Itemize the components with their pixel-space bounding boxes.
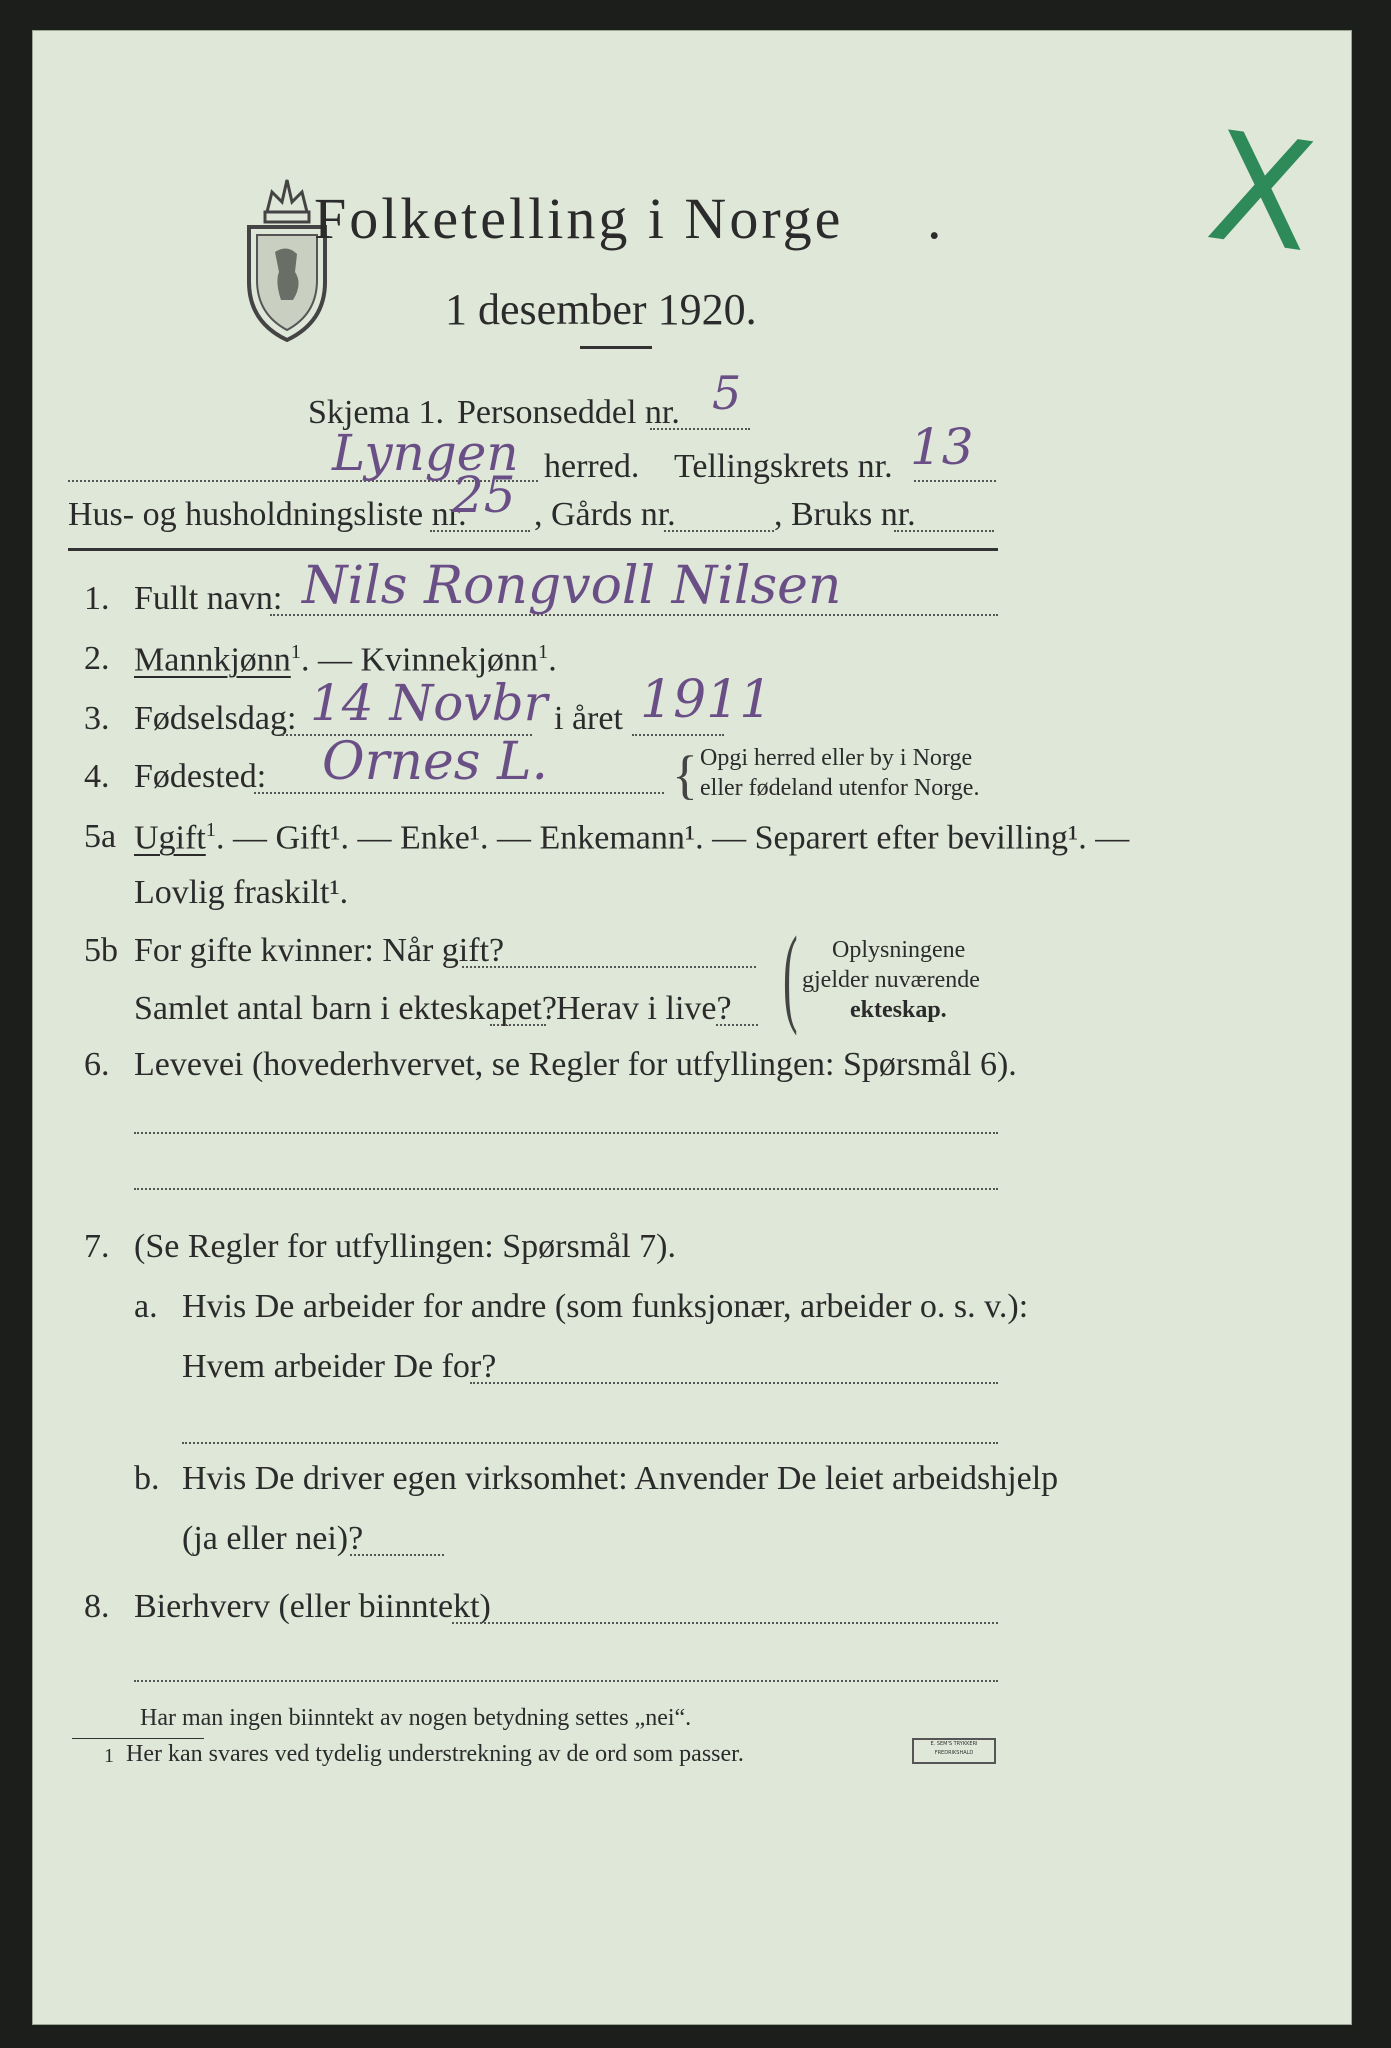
- q5b-note-1: Oplysningene: [832, 937, 966, 963]
- title-dot: .: [927, 186, 942, 251]
- q5b-note-3: ekteskap.: [850, 997, 947, 1023]
- q1-number: 1.: [84, 580, 110, 617]
- personseddel-line: [650, 428, 750, 430]
- q2-male-option: Mannkjønn: [134, 641, 291, 679]
- q7b-text: Hvis De driver egen virksomhet: Anvender De leiet arbeidshjelp: [182, 1460, 1059, 1497]
- q3-year-line: [632, 734, 724, 736]
- census-form: [32, 30, 1352, 2025]
- q7b-question: (ja eller nei)?: [182, 1520, 364, 1557]
- q7a-question: Hvem arbeider De for?: [182, 1348, 497, 1385]
- footnote-text: Her kan svares ved tydelig understrekning av de ord som passer.: [126, 1741, 744, 1767]
- q5b-line-2: Samlet antal barn i ekteskapet?: [134, 990, 557, 1027]
- corner-x-mark: X: [1198, 99, 1325, 287]
- q5b-note-2: gjelder nuværende: [802, 967, 980, 993]
- form-title: Folketelling i Norge: [314, 186, 844, 251]
- q5b-married-line: [462, 966, 756, 968]
- q8-label: Bierhverv (eller biinntekt): [134, 1588, 491, 1625]
- q3-number: 3.: [84, 700, 110, 737]
- schema-label: Skjema 1.: [308, 394, 444, 431]
- personseddel-value: 5: [712, 366, 742, 420]
- q7b-line: [350, 1554, 444, 1556]
- q3-year-value: 1911: [640, 670, 773, 730]
- q7a-line-1: [470, 1382, 998, 1384]
- herred-value: Lyngen: [332, 424, 519, 482]
- q7a-text: Hvis De arbeider for andre (som funksjonær, arbeider o. s. v.):: [182, 1288, 1029, 1325]
- q7b-letter: b.: [134, 1460, 160, 1497]
- income-note: Har man ingen biinntekt av nogen betydning settes „nei“.: [140, 1705, 692, 1731]
- q4-value: Ornes L.: [322, 732, 549, 792]
- husliste-line: [430, 530, 530, 532]
- q7-number: 7.: [84, 1228, 110, 1265]
- q4-note-1: Opgi herred eller by i Norge: [700, 745, 973, 771]
- q4-label: Fødested:: [134, 758, 267, 795]
- tellingskrets-label: Tellingskrets nr.: [674, 448, 893, 485]
- q5a-line-2: Lovlig fraskilt¹.: [134, 874, 349, 911]
- gards-label: , Gårds nr.: [534, 496, 676, 533]
- q6-line-1: [134, 1132, 998, 1134]
- gards-line: [664, 530, 774, 532]
- husliste-value: 25: [452, 466, 516, 524]
- q4-line: [254, 792, 664, 794]
- q4-note-2: eller fødeland utenfor Norge.: [700, 775, 980, 801]
- q5a-text: Ugift$^1$. — Gift¹. — Enke¹. — Enkemann¹. — Separert efter bevilling¹. —: [134, 819, 1130, 857]
- header-divider: [68, 548, 998, 551]
- q4-brace: {: [672, 745, 698, 805]
- printer-stamp: E. SEM'S TRYKKERI FREDRIKSHALD: [912, 1738, 996, 1764]
- q7a-line-2: [182, 1442, 998, 1444]
- title-divider: [580, 346, 652, 349]
- husliste-label: Hus- og husholdningsliste nr.: [68, 496, 467, 533]
- personseddel-label: Personseddel nr.: [457, 394, 680, 431]
- q3-value: 14 Novbr: [310, 674, 548, 732]
- bruks-label: , Bruks nr.: [774, 496, 916, 533]
- q2-female-option: . — Kvinnekjønn: [300, 641, 539, 679]
- q4-number: 4.: [84, 758, 110, 795]
- q2-text: Mannkjønn$^1$. — Kvinnekjønn$^1$.: [134, 641, 557, 679]
- q8-number: 8.: [84, 1588, 110, 1625]
- q8-line-2: [134, 1680, 998, 1682]
- bruks-line: [894, 530, 994, 532]
- tellingskrets-line: [914, 480, 996, 482]
- footnote-rule: [72, 1738, 204, 1739]
- q5a-ugift-option: Ugift: [134, 819, 206, 857]
- q8-line-1: [452, 1622, 998, 1624]
- tellingskrets-value: 13: [910, 418, 974, 476]
- q3-label: Fødselsdag:: [134, 700, 297, 737]
- q5b-children-line: [490, 1024, 546, 1026]
- q7-label: (Se Regler for utfyllingen: Spørsmål 7).: [134, 1228, 677, 1265]
- q5a-other-options: . — Gift¹. — Enke¹. — Enkemann¹. — Separert efter bevilling¹. —: [215, 819, 1130, 857]
- q7a-letter: a.: [134, 1288, 158, 1325]
- q6-label: Levevei (hovederhvervet, se Regler for utfyllingen: Spørsmål 6).: [134, 1046, 1017, 1083]
- q5b-bracket: (: [782, 914, 798, 1036]
- q5b-alive-line: [716, 1024, 758, 1026]
- q1-label: Fullt navn:: [134, 580, 283, 617]
- census-date: 1 desember 1920.: [445, 285, 757, 334]
- herred-label: herred.: [544, 448, 640, 485]
- q1-value: Nils Rongvoll Nilsen: [302, 556, 842, 616]
- q5a-number: 5a: [84, 818, 117, 855]
- q5b-number: 5b: [84, 932, 118, 969]
- q5b-alive-label: Herav i live?: [556, 990, 732, 1027]
- q6-number: 6.: [84, 1046, 110, 1083]
- q5b-line-1: For gifte kvinner: Når gift?: [134, 932, 505, 969]
- q3-year-label: i året: [554, 700, 623, 737]
- q6-line-2: [134, 1188, 998, 1190]
- q2-number: 2.: [84, 640, 110, 677]
- footnote-mark: 1: [104, 1745, 114, 1767]
